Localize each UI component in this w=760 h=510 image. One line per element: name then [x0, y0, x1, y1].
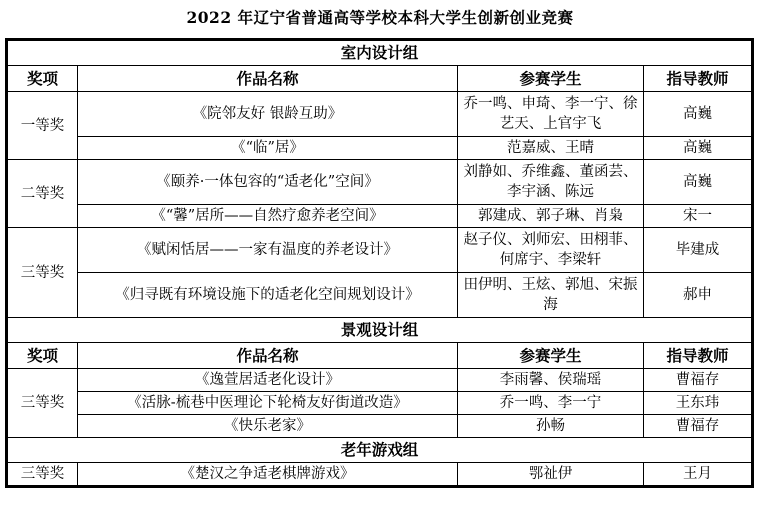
- students-cell: 乔一鸣、李一宁: [458, 392, 644, 415]
- header-students: 参赛学生: [458, 66, 644, 92]
- advisor-cell: 郝申: [644, 273, 752, 318]
- page-title: 2022 年辽宁省普通高等学校本科大学生创新创业竞赛: [186, 8, 574, 27]
- table-row: [8, 392, 752, 415]
- students-cell: 郭建成、郭子琳、肖枭: [458, 205, 644, 228]
- advisor-cell: 王月: [644, 463, 752, 486]
- work-cell: 《院邻友好 银龄互助》: [78, 92, 458, 137]
- header-students: 参赛学生: [458, 343, 644, 369]
- students-cell: 赵子仪、刘师宏、田栩菲、何席宇、李梁轩: [458, 228, 644, 273]
- work-cell: 《逸萱居适老化设计》: [78, 369, 458, 392]
- table-row: [8, 415, 752, 438]
- advisor-cell: 高巍: [644, 160, 752, 205]
- award-cell: 三等奖: [8, 228, 78, 318]
- work-cell: 《“临”居》: [78, 137, 458, 160]
- header-award: 奖项: [8, 66, 78, 92]
- table-row: [8, 160, 752, 205]
- work-cell: 《赋闲恬居——一家有温度的养老设计》: [78, 228, 458, 273]
- table-row: [8, 463, 752, 486]
- advisor-cell: 高巍: [644, 137, 752, 160]
- work-cell: 《楚汉之争适老棋牌游戏》: [78, 463, 458, 486]
- table-row: [8, 137, 752, 160]
- award-table: [7, 40, 752, 486]
- table-row: [8, 205, 752, 228]
- header-award: 奖项: [8, 343, 78, 369]
- group-name: 景观设计组: [8, 318, 752, 343]
- group-name: 室内设计组: [8, 41, 752, 66]
- header-advisor: 指导教师: [644, 66, 752, 92]
- award-cell: 三等奖: [8, 369, 78, 438]
- group-header-row: [8, 41, 752, 66]
- advisor-cell: 王东玮: [644, 392, 752, 415]
- work-cell: 《归寻既有环境设施下的适老化空间规划设计》: [78, 273, 458, 318]
- group-header-row: [8, 318, 752, 343]
- work-cell: 《“馨”居所——自然疗愈养老空间》: [78, 205, 458, 228]
- students-cell: 田伊明、王炫、郭旭、宋振海: [458, 273, 644, 318]
- students-cell: 刘静如、乔维鑫、董函芸、李宇涵、陈远: [458, 160, 644, 205]
- group-header-row: [8, 438, 752, 463]
- students-cell: 乔一鸣、申琦、李一宁、徐艺天、上官宇飞: [458, 92, 644, 137]
- group-name: 老年游戏组: [8, 438, 752, 463]
- advisor-cell: 毕建成: [644, 228, 752, 273]
- column-header-row: [8, 343, 752, 369]
- advisor-cell: 宋一: [644, 205, 752, 228]
- table-row: [8, 228, 752, 273]
- advisor-cell: 曹福存: [644, 369, 752, 392]
- header-work: 作品名称: [78, 66, 458, 92]
- award-cell: 一等奖: [8, 92, 78, 160]
- students-cell: 鄂祉伊: [458, 463, 644, 486]
- header-work: 作品名称: [78, 343, 458, 369]
- table-row: [8, 369, 752, 392]
- table-row: [8, 92, 752, 137]
- table-row: [8, 273, 752, 318]
- work-cell: 《活脉-梳巷中医理论下轮椅友好街道改造》: [78, 392, 458, 415]
- advisor-cell: 高巍: [644, 92, 752, 137]
- advisor-cell: 曹福存: [644, 415, 752, 438]
- students-cell: 孙畅: [458, 415, 644, 438]
- students-cell: 李雨馨、侯瑞瑶: [458, 369, 644, 392]
- work-cell: 《颐养·一体包容的“适老化”空间》: [78, 160, 458, 205]
- award-cell: 三等奖: [8, 463, 78, 486]
- work-cell: 《快乐老家》: [78, 415, 458, 438]
- column-header-row: [8, 66, 752, 92]
- students-cell: 范嘉威、王晴: [458, 137, 644, 160]
- header-advisor: 指导教师: [644, 343, 752, 369]
- award-cell: 二等奖: [8, 160, 78, 228]
